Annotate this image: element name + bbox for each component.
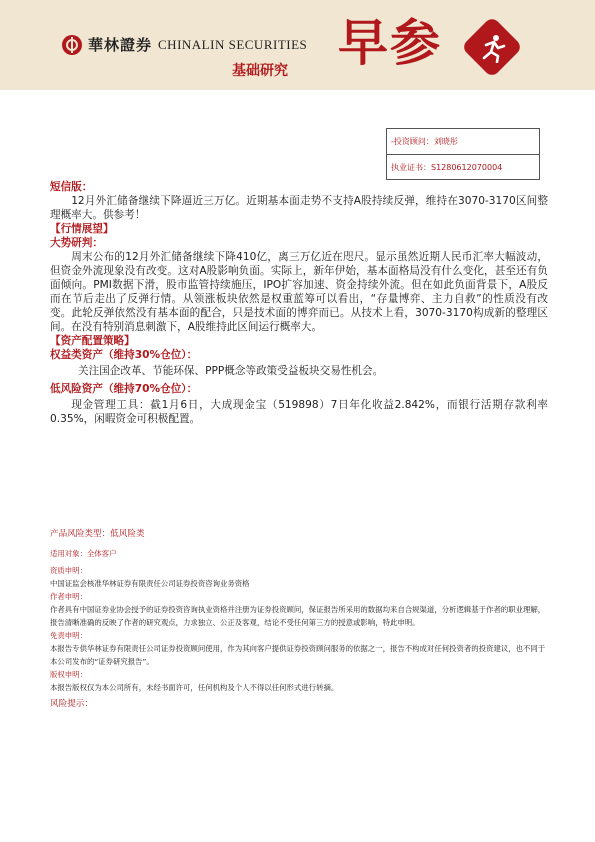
equity-text: 关注国企改革、节能环保、PPP概念等政策受益板块交易性机会。: [78, 365, 384, 377]
trend-heading: 大势研判：: [50, 237, 103, 249]
audience-label: 适用对象：全体客户: [50, 549, 117, 558]
brand-name-cn: 華林證券: [88, 36, 153, 54]
section-title: 基础研究: [232, 63, 288, 79]
copyright-text: 本报告版权仅为本公司所有，未经书面许可，任何机构及个人不得以任何形式进行转摘。: [50, 683, 339, 692]
allocation-heading: 【资产配置策略】: [50, 335, 135, 347]
risk-heading: 风险提示：: [50, 699, 93, 709]
advisor-name: -投资顾问：刘晓彤: [391, 137, 458, 146]
lowrisk-heading: 低风险资产（维持70%仓位）：: [50, 383, 198, 395]
qualification-heading: 资质申明：: [50, 566, 87, 575]
trend-text: 周末公布的12月外汇储备继续下降410亿，离三万亿近在咫尺。显示虽然近期人民币汇率大幅波动，但资金外流现象没有改变。这对A股影响负面。实际上，新年伊始，基本面格局没有什么变化，甚至还有负面倾向。PMI数据下滑，股市监管持续施压，IPO扩容加速、资金持续外流。但在如此负面背景下，A股反而在节后走出了反弹行情。从领涨板块依然是权重蓝筹可以看出，“存量博弈、主力自救”的性质没有改变。此轮反弹依然没有基本面的配合，只是技术面的博弈而已。从技术上看，3070-3170构成新的整理区间。在没有特别消息刺激下，A股维持此区间运行概率大。: [50, 251, 548, 333]
report-body: [50, 180, 548, 426]
qualification-text: 中国证监会核准华林证券有限责任公司证券投资咨询业务资格: [50, 579, 250, 588]
lowrisk-text: 现金管理工具：截1月6日，大成现金宝（519898）7日年化收益2.842%，而银行活期存款利率0.35%，闲暇资金可积极配置。: [50, 399, 548, 425]
outlook-heading: 【行情展望】: [50, 223, 114, 235]
brand-logo-icon: [62, 35, 82, 55]
product-risk-type: 产品风险类型：低风险类: [50, 529, 145, 539]
analyst-info-box: [386, 128, 540, 180]
equity-heading: 权益类资产（维持30%仓位）：: [50, 349, 198, 361]
summary-text: 12月外汇储备继续下降逼近三万亿。近期基本面走势不支持A股持续反弹，维持在3070-3170区间整理概率大。供参考！: [50, 195, 548, 221]
author-heading: 作者申明：: [50, 592, 87, 601]
runner-figure-icon: [476, 31, 508, 63]
disclaimer-text: 本报告专供华林证券有限责任公司证券投资顾问使用，作为其向客户提供证券投资顾问服务的依据之一，报告不构成对任何投资者的投资建议，也不同于本公司发布的“证券研究报告”。: [50, 644, 546, 666]
disclaimer-footer: [50, 528, 548, 721]
summary-heading: 短信版：: [50, 181, 93, 193]
author-text: 作者具有中国证券业协会授予的证券投资咨询执业资格并注册为证券投资顾问，保证报告所采用的数据均来自合规渠道，分析逻辑基于作者的职业理解，报告清晰准确的反映了作者的研究观点，力求独立、公正及客观，结论不受任何第三方的授意或影响，特此申明。: [50, 605, 546, 627]
copyright-heading: 版权申明：: [50, 670, 87, 679]
page-title: 早参: [338, 13, 442, 72]
license-number: 执业证书：S1280612070004: [387, 154, 539, 179]
disclaimer-heading: 免责申明：: [50, 631, 87, 640]
brand: [62, 34, 307, 55]
brand-name-en: CHINALIN SECURITIES: [158, 36, 308, 52]
